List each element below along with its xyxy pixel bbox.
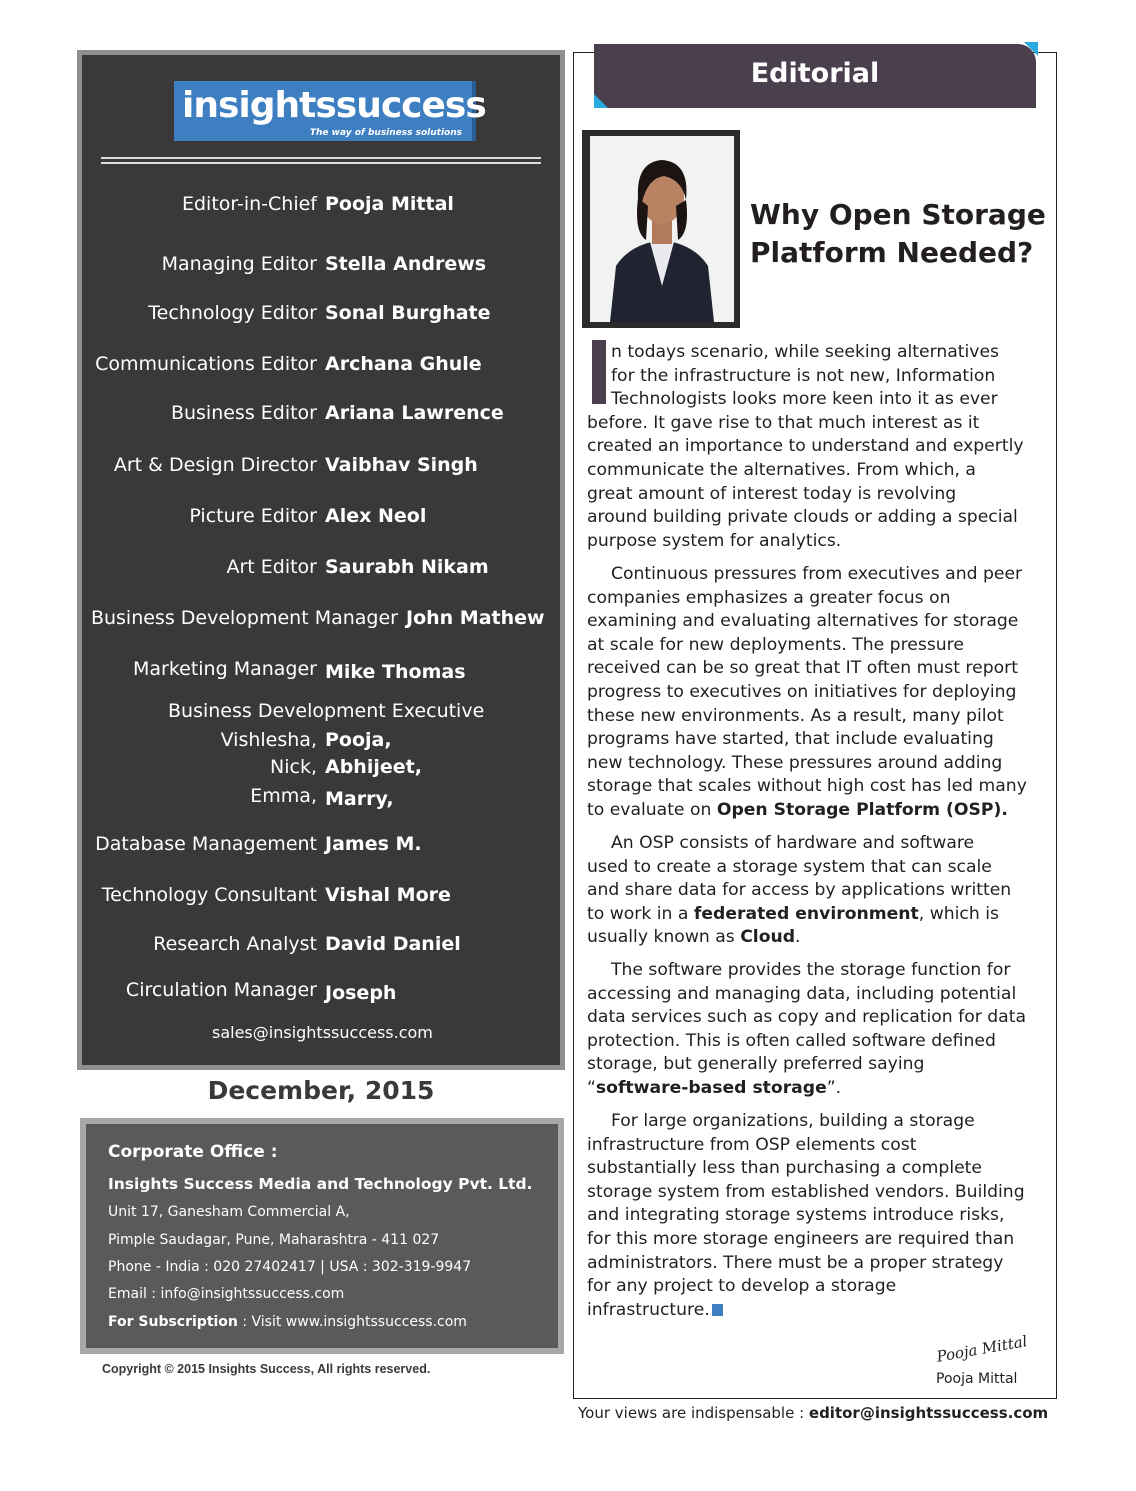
divider-rule xyxy=(101,157,541,159)
bde-name: Abhijeet, xyxy=(325,756,422,778)
text-line: communicate the alternatives. From which, a xyxy=(587,459,976,480)
staff-role: Business Editor xyxy=(170,402,317,424)
staff-name: Vishal More xyxy=(325,884,451,906)
staff-role: Picture Editor xyxy=(189,505,317,527)
staff-role: Technology Editor xyxy=(148,302,317,324)
editorial-banner xyxy=(594,44,1036,108)
staff-name: Pooja Mittal xyxy=(325,193,454,215)
company-name: Insights Success Media and Technology Pvt. Ltd. xyxy=(108,1175,533,1193)
headline-line: Platform Needed? xyxy=(750,236,1034,269)
text-fragment: to work in a xyxy=(587,903,694,924)
staff-role: Technology Consultant xyxy=(101,884,317,906)
subscription-line xyxy=(108,1314,467,1330)
logo-brand: insightssuccess xyxy=(182,85,486,126)
staff-row xyxy=(82,884,560,914)
staff-row xyxy=(82,556,560,586)
footer-contact xyxy=(578,1404,1048,1422)
staff-row xyxy=(82,353,560,383)
footer-email-link[interactable]: editor@insightssuccess.com xyxy=(808,1404,1049,1422)
staff-name: John Mathew xyxy=(406,607,545,629)
bde-name: Marry, xyxy=(325,788,394,810)
text-line: n todays scenario, while seeking alternatives xyxy=(611,342,999,362)
text-line: For large organizations, building a storage xyxy=(611,1111,975,1131)
text-fragment: , which is xyxy=(918,903,999,924)
staff-row xyxy=(82,454,560,484)
text-line: protection. This is often called software defined xyxy=(587,1030,996,1051)
paragraph-3 xyxy=(587,832,1049,950)
staff-role: Editor-in-Chief xyxy=(181,193,317,215)
masthead-panel xyxy=(77,50,565,1070)
text-line: storage that scales without high cost has led many xyxy=(587,776,1027,797)
staff-row xyxy=(82,402,560,432)
bde-role: Business Development Executive xyxy=(168,700,485,722)
text-line: progress to executives on initiatives for deploying xyxy=(587,681,1017,702)
text-line: created an importance to understand and expertly xyxy=(587,436,1024,457)
text-line: used to create a storage system that can scale xyxy=(587,856,992,877)
staff-row xyxy=(82,253,560,283)
bde-name: Vishlesha, xyxy=(220,729,317,751)
text-line: new technology. These pressures around adding xyxy=(587,752,1003,773)
headline-line: Why Open Storage xyxy=(750,198,1046,231)
bde-name: Pooja, xyxy=(325,729,392,751)
staff-row xyxy=(82,833,560,863)
staff-role: Research Analyst xyxy=(153,933,317,955)
signer-name: Pooja Mittal xyxy=(936,1371,1018,1387)
text-fragment: to evaluate on xyxy=(587,799,717,820)
text-line: accessing and managing data, including potential xyxy=(587,983,1017,1004)
text-line xyxy=(587,1299,1049,1323)
corner-accent xyxy=(1024,42,1038,56)
staff-name: Alex Neol xyxy=(325,505,427,527)
text-fragment: ”. xyxy=(826,1077,842,1098)
corporate-heading: Corporate Office : xyxy=(108,1142,278,1162)
editorial-headline xyxy=(750,196,1056,272)
text-line: storage, but generally preferred saying xyxy=(587,1054,925,1075)
staff-role: Art Editor xyxy=(226,556,317,578)
cloud-bold: Cloud xyxy=(740,927,796,948)
staff-role: Database Management xyxy=(95,833,317,855)
bde-names-row xyxy=(82,729,560,759)
staff-role: Marketing Manager xyxy=(132,658,317,680)
staff-name: Saurabh Nikam xyxy=(325,556,489,578)
staff-name: David Daniel xyxy=(325,933,461,955)
paragraph-5 xyxy=(587,1110,1049,1322)
insights-success-logo xyxy=(174,81,486,141)
text-line xyxy=(587,903,1049,927)
sales-email: sales@insightssuccess.com xyxy=(212,1023,433,1042)
subscription-text: : Visit www.insightssuccess.com xyxy=(237,1314,467,1330)
text-fragment: infrastructure. xyxy=(587,1299,710,1320)
text-line: these new environments. As a result, many pilot xyxy=(587,705,1004,726)
divider-rule xyxy=(101,162,541,164)
text-line: received can be so great that IT often must report xyxy=(587,658,1018,679)
staff-role: Managing Editor xyxy=(161,253,317,275)
subscription-label: For Subscription xyxy=(108,1314,238,1330)
text-line: programs have started, that include evaluating xyxy=(587,729,994,750)
staff-row xyxy=(82,505,560,535)
bde-name: Emma, xyxy=(250,785,317,807)
text-line: and share data for access by applications written xyxy=(587,880,1012,901)
email-line: Email : info@insightssuccess.com xyxy=(108,1286,345,1302)
text-line: storage system from established vendors. Building xyxy=(587,1181,1025,1202)
staff-row xyxy=(82,302,560,332)
text-line xyxy=(587,926,1049,950)
issue-date: December, 2015 xyxy=(207,1076,435,1105)
text-line xyxy=(587,1077,1049,1101)
federated-bold: federated environment xyxy=(693,903,919,924)
footer-prefix: Your views are indispensable : xyxy=(578,1404,809,1422)
text-fragment: usually known as xyxy=(587,927,741,948)
paragraph-4 xyxy=(587,959,1049,1101)
paragraph-1 xyxy=(587,341,1049,553)
software-based-bold: software-based storage xyxy=(595,1077,827,1098)
bde-name: Nick, xyxy=(270,756,317,778)
text-line: data services such as copy and replication for data xyxy=(587,1007,1026,1028)
staff-name: Mike Thomas xyxy=(325,661,466,683)
address-line: Pimple Saudagar, Pune, Maharashtra - 411 027 xyxy=(108,1232,440,1248)
text-line: examining and evaluating alternatives for storage xyxy=(587,611,1019,632)
corporate-office-box xyxy=(80,1118,564,1354)
handwritten-signature: Pooja Mittal xyxy=(935,1332,1029,1366)
staff-row xyxy=(82,933,560,963)
text-line: administrators. There must be a proper strategy xyxy=(587,1252,1004,1273)
phone-line: Phone - India : 020 27402417 | USA : 302-319-9947 xyxy=(108,1259,472,1275)
text-line: Continuous pressures from executives and peer xyxy=(611,564,1023,584)
portrait-illustration xyxy=(590,136,734,322)
staff-name: Sonal Burghate xyxy=(325,302,491,324)
text-fragment: “ xyxy=(587,1077,596,1098)
staff-role: Art & Design Director xyxy=(113,454,317,476)
text-line: Technologists looks more keen into it as ever xyxy=(611,389,998,410)
text-line: An OSP consists of hardware and software xyxy=(611,833,975,853)
text-line: infrastructure from OSP elements cost xyxy=(587,1134,917,1155)
text-line: The software provides the storage function for xyxy=(611,960,1011,980)
text-line: before. It gave rise to that much interest as it xyxy=(587,412,980,433)
staff-name: Joseph xyxy=(325,982,397,1004)
staff-row xyxy=(82,607,560,637)
text-fragment: . xyxy=(795,927,801,948)
staff-row xyxy=(82,979,560,1009)
bde-names-row xyxy=(82,756,560,786)
text-line: purpose system for analytics. xyxy=(587,530,842,551)
corner-accent xyxy=(594,94,608,108)
staff-name: Archana Ghule xyxy=(325,353,482,375)
end-mark-icon xyxy=(712,1304,723,1316)
text-line: for the infrastructure is not new, Information xyxy=(611,365,996,386)
logo-tagline: The way of business solutions xyxy=(309,128,462,138)
staff-name: James M. xyxy=(325,833,422,855)
bde-names-row xyxy=(82,785,560,815)
osp-bold: Open Storage Platform (OSP). xyxy=(716,799,1008,820)
text-line: substantially less than purchasing a complete xyxy=(587,1158,982,1179)
staff-name: Ariana Lawrence xyxy=(325,402,504,424)
text-line: around building private clouds or adding a special xyxy=(587,507,1018,528)
staff-row xyxy=(82,658,560,688)
text-line: at scale for new deployments. The pressure xyxy=(587,634,964,655)
paragraph-2 xyxy=(587,563,1049,823)
text-line: great amount of interest today is revolving xyxy=(587,483,957,504)
text-line: for any project to develop a storage xyxy=(587,1276,897,1297)
text-line: companies emphasizes a greater focus on xyxy=(587,587,951,608)
address-line: Unit 17, Ganesham Commercial A, xyxy=(108,1204,350,1220)
text-line xyxy=(587,799,1049,823)
staff-name: Stella Andrews xyxy=(325,253,487,275)
editor-portrait-photo xyxy=(590,136,734,322)
text-line: and integrating storage systems introduce risks, xyxy=(587,1205,1005,1226)
text-line: for this more storage engineers are required than xyxy=(587,1228,1015,1249)
staff-name: Vaibhav Singh xyxy=(325,454,478,476)
staff-role: Communications Editor xyxy=(95,353,317,375)
editorial-label: Editorial xyxy=(750,58,880,89)
copyright: Copyright © 2015 Insights Success, All rights reserved. xyxy=(102,1362,431,1376)
staff-row xyxy=(82,193,560,223)
staff-role: Circulation Manager xyxy=(125,979,317,1001)
staff-role: Business Development Manager xyxy=(90,607,398,629)
